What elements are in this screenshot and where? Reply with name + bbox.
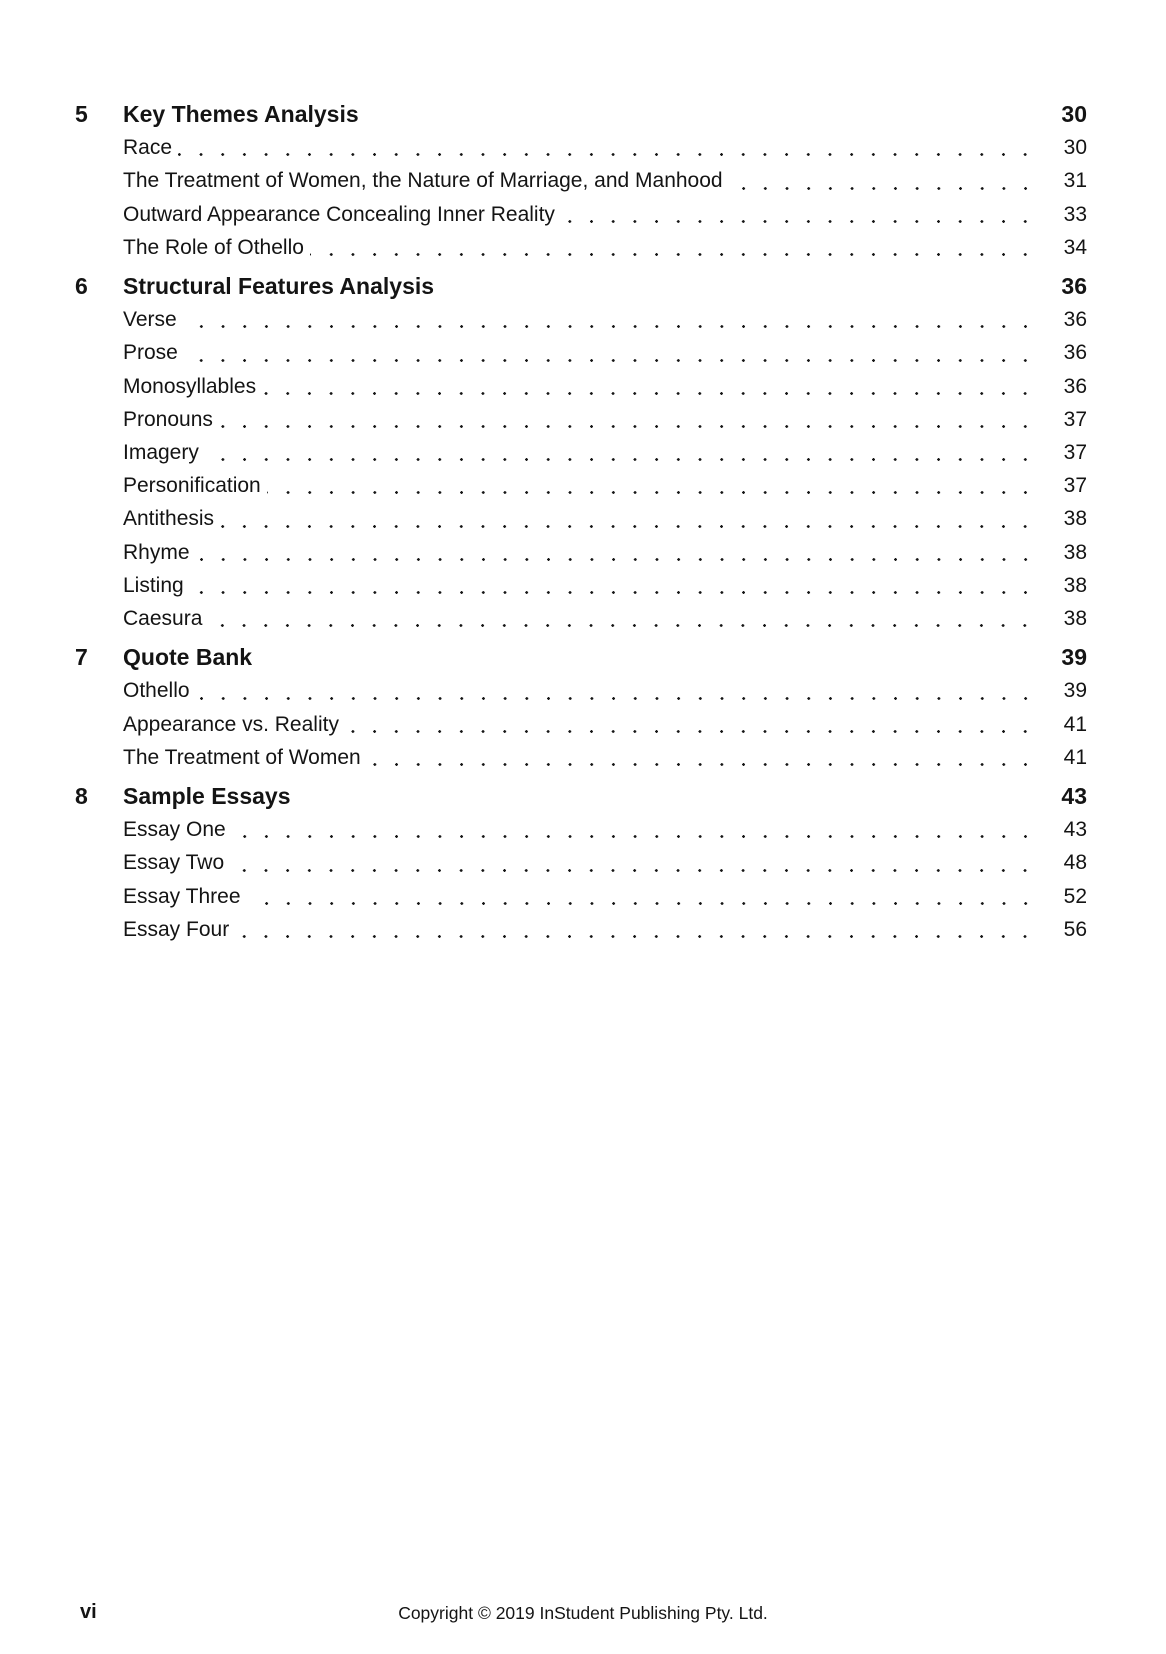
entry-page-number: 38 bbox=[1063, 540, 1087, 564]
entry-page-number: 38 bbox=[1063, 607, 1087, 631]
entry-page-number: 37 bbox=[1063, 474, 1087, 498]
dot-leader bbox=[219, 403, 1043, 436]
entry-indent bbox=[75, 131, 123, 164]
dot-leader bbox=[267, 469, 1043, 502]
toc-entry-row[interactable] bbox=[75, 674, 1087, 707]
dot-leader bbox=[258, 641, 1043, 674]
toc-entry-row[interactable] bbox=[75, 164, 1087, 197]
entry-page-number: 34 bbox=[1063, 235, 1087, 259]
entry-page-number: 30 bbox=[1063, 136, 1087, 160]
entry-title: Personification bbox=[123, 474, 261, 498]
dot-leader bbox=[183, 303, 1043, 336]
toc-entry-row[interactable] bbox=[75, 880, 1087, 913]
dot-leader bbox=[230, 846, 1043, 879]
dot-leader bbox=[190, 569, 1043, 602]
entry-indent bbox=[75, 370, 123, 403]
entry-page-number: 56 bbox=[1063, 917, 1087, 941]
chapter-title: Key Themes Analysis bbox=[123, 101, 359, 127]
entry-title: Appearance vs. Reality bbox=[123, 712, 339, 736]
entry-title: Othello bbox=[123, 679, 190, 703]
dot-leader bbox=[235, 913, 1043, 946]
toc-chapter-row[interactable] bbox=[75, 780, 1087, 813]
entry-indent bbox=[75, 674, 123, 707]
entry-indent bbox=[75, 502, 123, 535]
dot-leader bbox=[220, 502, 1043, 535]
entry-title: Prose bbox=[123, 341, 178, 365]
dot-leader bbox=[184, 336, 1043, 369]
chapter-page-number: 36 bbox=[1061, 273, 1087, 300]
toc-entry-row[interactable] bbox=[75, 846, 1087, 879]
entry-page-number: 31 bbox=[1063, 169, 1087, 193]
dot-leader bbox=[310, 231, 1043, 264]
entry-page-number: 33 bbox=[1063, 202, 1087, 226]
toc-entry-row[interactable] bbox=[75, 602, 1087, 635]
dot-leader bbox=[262, 370, 1043, 403]
entry-indent bbox=[75, 813, 123, 846]
chapter-title: Structural Features Analysis bbox=[123, 273, 435, 300]
dot-leader bbox=[178, 131, 1043, 164]
entry-page-number: 37 bbox=[1063, 441, 1087, 465]
entry-title: Essay Two bbox=[123, 851, 225, 875]
entry-title: The Treatment of Women, the Nature of Marriage, and Manhood bbox=[123, 169, 723, 193]
entry-title: Outward Appearance Concealing Inner Reality bbox=[123, 202, 555, 226]
entry-indent bbox=[75, 231, 123, 264]
toc-entry-row[interactable] bbox=[75, 741, 1087, 774]
toc-entry-row[interactable] bbox=[75, 469, 1087, 502]
chapter-title: Sample Essays bbox=[123, 783, 291, 810]
entry-title: Rhyme bbox=[123, 540, 190, 564]
entry-title: Listing bbox=[123, 573, 184, 597]
entry-indent bbox=[75, 880, 123, 913]
toc-entry-row[interactable] bbox=[75, 436, 1087, 469]
dot-leader bbox=[365, 98, 1043, 131]
entry-indent bbox=[75, 602, 123, 635]
entry-indent bbox=[75, 164, 123, 197]
chapter-number: 8 bbox=[75, 783, 88, 810]
footer-page-number: vi bbox=[80, 1601, 97, 1623]
chapter-page-number: 43 bbox=[1061, 783, 1087, 810]
dot-leader bbox=[208, 602, 1043, 635]
chapter-page-number: 30 bbox=[1061, 101, 1087, 127]
chapter-page-number: 39 bbox=[1061, 644, 1087, 671]
entry-title: Race bbox=[123, 136, 173, 160]
dot-leader bbox=[297, 780, 1043, 813]
table-of-contents bbox=[75, 92, 1087, 946]
entry-page-number: 38 bbox=[1063, 573, 1087, 597]
dot-leader bbox=[729, 164, 1043, 197]
entry-indent bbox=[75, 846, 123, 879]
entry-title: The Treatment of Women bbox=[123, 745, 361, 769]
entry-title: Essay Three bbox=[123, 884, 241, 908]
dot-leader bbox=[232, 813, 1043, 846]
dot-leader bbox=[561, 198, 1043, 231]
entry-indent bbox=[75, 336, 123, 369]
dot-leader bbox=[345, 708, 1043, 741]
entry-page-number: 36 bbox=[1063, 308, 1087, 332]
entry-page-number: 41 bbox=[1063, 712, 1087, 736]
entry-title: Verse bbox=[123, 308, 177, 332]
entry-page-number: 36 bbox=[1063, 341, 1087, 365]
chapter-number: 7 bbox=[75, 644, 88, 671]
entry-indent bbox=[75, 741, 123, 774]
entry-page-number: 37 bbox=[1063, 407, 1087, 431]
toc-entry-row[interactable] bbox=[75, 231, 1087, 264]
toc-entry-row[interactable] bbox=[75, 336, 1087, 369]
toc-entry-row[interactable] bbox=[75, 198, 1087, 231]
toc-chapter-row[interactable] bbox=[75, 98, 1087, 131]
entry-page-number: 36 bbox=[1063, 374, 1087, 398]
toc-entry-row[interactable] bbox=[75, 708, 1087, 741]
entry-indent bbox=[75, 708, 123, 741]
entry-page-number: 39 bbox=[1063, 679, 1087, 703]
entry-title: Monosyllables bbox=[123, 374, 257, 398]
chapter-title: Quote Bank bbox=[123, 644, 253, 671]
entry-title: The Role of Othello bbox=[123, 235, 304, 259]
entry-title: Imagery bbox=[123, 441, 199, 465]
entry-title: Essay Four bbox=[123, 917, 230, 941]
toc-chapter-row[interactable] bbox=[75, 270, 1087, 303]
entry-page-number: 48 bbox=[1063, 851, 1087, 875]
entry-indent bbox=[75, 303, 123, 336]
entry-page-number: 43 bbox=[1063, 818, 1087, 842]
chapter-number: 5 bbox=[75, 101, 88, 127]
dot-leader bbox=[196, 674, 1043, 707]
chapter-number: 6 bbox=[75, 273, 88, 300]
toc-entry-row[interactable] bbox=[75, 502, 1087, 535]
entry-title: Caesura bbox=[123, 607, 203, 631]
entry-page-number: 41 bbox=[1063, 745, 1087, 769]
entry-indent bbox=[75, 913, 123, 946]
toc-entry-row[interactable] bbox=[75, 569, 1087, 602]
toc-entry-row[interactable] bbox=[75, 536, 1087, 569]
footer-copyright: Copyright © 2019 InStudent Publishing Pty. Ltd. bbox=[398, 1603, 768, 1623]
entry-page-number: 52 bbox=[1063, 884, 1087, 908]
toc-entry-row[interactable] bbox=[75, 131, 1087, 164]
entry-title: Essay One bbox=[123, 818, 226, 842]
dot-leader bbox=[367, 741, 1043, 774]
dot-leader bbox=[205, 436, 1043, 469]
entry-page-number: 38 bbox=[1063, 507, 1087, 531]
toc-entry-row[interactable] bbox=[75, 303, 1087, 336]
toc-entry-row[interactable] bbox=[75, 813, 1087, 846]
entry-indent bbox=[75, 536, 123, 569]
entry-indent bbox=[75, 469, 123, 502]
toc-chapter-row[interactable] bbox=[75, 641, 1087, 674]
entry-indent bbox=[75, 569, 123, 602]
entry-title: Antithesis bbox=[123, 507, 215, 531]
dot-leader bbox=[247, 880, 1044, 913]
toc-entry-row[interactable] bbox=[75, 403, 1087, 436]
dot-leader bbox=[196, 536, 1043, 569]
entry-indent bbox=[75, 436, 123, 469]
entry-indent bbox=[75, 198, 123, 231]
entry-indent bbox=[75, 403, 123, 436]
toc-entry-row[interactable] bbox=[75, 370, 1087, 403]
dot-leader bbox=[440, 270, 1043, 303]
toc-entry-row[interactable] bbox=[75, 913, 1087, 946]
entry-title: Pronouns bbox=[123, 407, 213, 431]
